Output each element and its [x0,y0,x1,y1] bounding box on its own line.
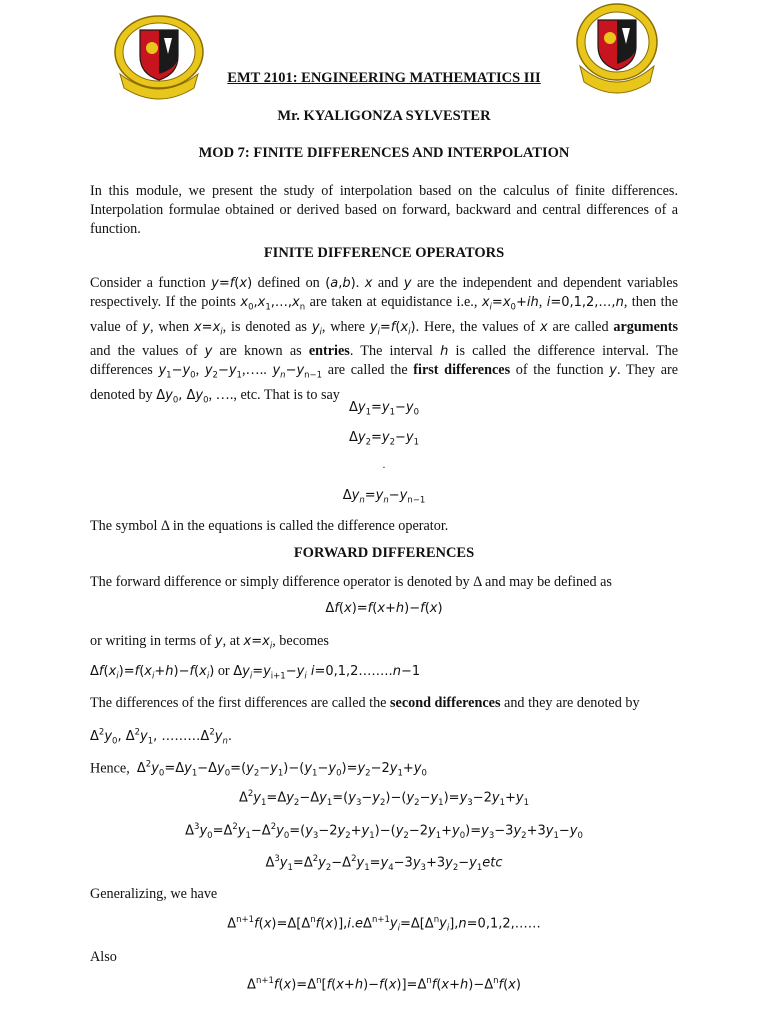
generalizing-line: Generalizing, we have [90,886,218,902]
course-title: EMT 2101: ENGINEERING MATHEMATICS III [227,70,541,86]
equation-third-diff-y1: $\Delta^3y_1=\Delta^2y_2-\Delta^2y_1=y_4-3y_3+3y_2-y_1etc$ [265,854,503,873]
function-definition-paragraph: Consider a function y=f(x) defined on (a,b). x and y are the independent and dependent variables respectively. If the points $x_0,x_1,\dots,x_n$ are taken at equidistance i.e., $x_i=x_0+ih$, i=0,1,2,…,n, then the value of y, when $x=x_i$, is denoted as $y_i$, where $y_i=f(x_i)$. Here, the values of x are called arguments and the values of y are known as entries. The interval h is called the difference interval. The differences $y_1-y_0$, $y_2-y_1,\dots$.. $y_n-y_{n-1}$ are called the first differences of the function y. They are denoted by $\Delta y_0$, $\Delta y_0$, …., etc. That is to say [90,275,679,406]
lecturer-name: Mr. KYALIGONZA SYLVESTER [277,108,491,124]
module-title: MOD 7: FINITE DIFFERENCES AND INTERPOLATION [198,145,570,161]
equation-third-diff-y0: $\Delta^3y_0=\Delta^2y_1-\Delta^2y_0=(y_3-2y_2+y_1)-(y_2-2y_1+y_0)=y_3-3y_2+3y_1-y_0$ [185,822,583,841]
second-differences-line: The differences of the first differences are called the second differences and they are denoted by [90,695,640,711]
equation-delta-y1: $\Delta y_1=y_1-y_0$ [348,400,420,418]
equation-also-difference: $\Delta^{n+1}f(x)=\Delta^n[f(x+h)-f(x)]=\Delta^nf(x+h)-\Delta^nf(x)$ [247,976,521,993]
equation-forward-difference: Δf(x)=f(x+h)−f(x) [325,601,443,616]
intro-paragraph: In this module, we present the study of interpolation based on the calculus of finite differences. Interpolation formulae obtained or derived based on forward, backward and central differences of a function. [90,183,678,237]
ellipsis-dot: . [382,460,386,471]
equation-general-difference: $\Delta^{n+1}f(x)=\Delta[\Delta^nf(x)],i.e\Delta^{n+1}y_i=\Delta[\Delta^ny_i],n=0,1,2,\dots\dots$ [227,915,541,934]
second-difference-notation: $\Delta^2y_0$, $\Delta^2y_1$, $\dots\dots\dots\Delta^2y_n$. [90,728,232,747]
university-crest-left [112,8,206,102]
equation-forward-difference-xi: $\Delta f(x_i)=f(x_i+h)-f(x_i)$ or $\Delta y_i=y_{i+1}-y_i$ i=0,1,2……..n−1 [90,663,421,682]
forward-difference-intro: The forward difference or simply difference operator is denoted by Δ and may be defined as [90,574,612,590]
section-forward-differences: FORWARD DIFFERENCES [293,545,475,561]
hence-equation-line: Hence, $\Delta^2y_0=\Delta y_1-\Delta y_0=(y_2-y_1)-(y_1-y_0)=y_2-2y_1+y_0$ [90,760,427,779]
equation-second-diff-y1: $\Delta^2y_1=\Delta y_2-\Delta y_1=(y_3-y_2)-(y_2-y_1)=y_3-2y_1+y_1$ [238,789,530,808]
terms-of-y-line: or writing in terms of y, at $x=x_i$, becomes [90,633,329,652]
also-line: Also [90,949,117,965]
equation-delta-y2: $\Delta y_2=y_2-y_1$ [348,430,420,448]
difference-operator-note: The symbol Δ in the equations is called the difference operator. [90,518,449,534]
equation-delta-yn: $\Delta y_n=y_n-y_{n-1}$ [342,488,426,506]
section-finite-difference-operators: FINITE DIFFERENCE OPERATORS [263,245,505,261]
